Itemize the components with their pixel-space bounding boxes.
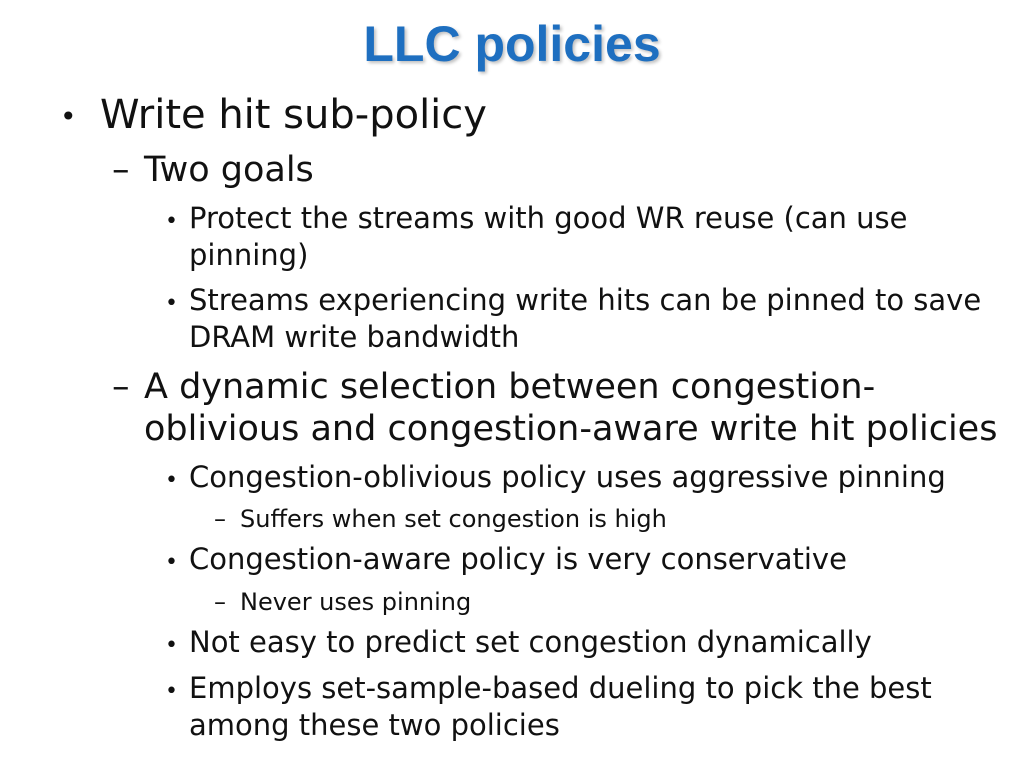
bullet-level3-item	[165, 459, 995, 496]
bullet-level3-item	[165, 541, 995, 578]
bullet-level4-item	[214, 504, 974, 534]
bullet-text: A dynamic selection between congestion-oblivious and congestion-aware write hit policies	[144, 367, 998, 449]
dash-icon: –	[214, 505, 226, 533]
dash-icon: –	[112, 150, 130, 190]
bullet-dot-icon: •	[60, 100, 77, 133]
bullet-text: Suffers when set congestion is high	[240, 505, 667, 533]
bullet-text: Write hit sub-policy	[100, 92, 487, 138]
bullet-text: Two goals	[144, 150, 314, 190]
bullet-level4-item	[214, 587, 974, 617]
bullet-dot-icon: •	[165, 209, 178, 234]
bullet-level1-item	[60, 92, 980, 138]
slide-title: LLC policies	[363, 16, 661, 72]
bullet-text: Never uses pinning	[240, 588, 472, 616]
bullet-level3-item	[165, 282, 1015, 356]
bullet-dot-icon: •	[165, 633, 178, 658]
dash-icon: –	[214, 588, 226, 616]
bullet-level2-item	[112, 149, 992, 191]
bullet-dot-icon: •	[165, 679, 178, 704]
bullet-dot-icon: •	[165, 468, 178, 493]
dash-icon: –	[112, 367, 130, 407]
bullet-text: Congestion-oblivious policy uses aggressive pinning	[189, 460, 946, 494]
bullet-level2-item	[112, 366, 1002, 450]
bullet-level3-item	[165, 624, 995, 661]
bullet-level3-item	[165, 670, 985, 744]
bullet-level3-item	[165, 200, 995, 274]
bullet-text: Employs set-sample-based dueling to pick the best among these two policies	[189, 671, 932, 742]
bullet-text: Congestion-aware policy is very conservative	[189, 542, 847, 576]
bullet-text: Protect the streams with good WR reuse (can use pinning)	[189, 201, 908, 272]
bullet-dot-icon: •	[165, 291, 178, 316]
bullet-text: Streams experiencing write hits can be pinned to save DRAM write bandwidth	[189, 283, 982, 354]
bullet-dot-icon: •	[165, 550, 178, 575]
bullet-text: Not easy to predict set congestion dynamically	[189, 625, 872, 659]
